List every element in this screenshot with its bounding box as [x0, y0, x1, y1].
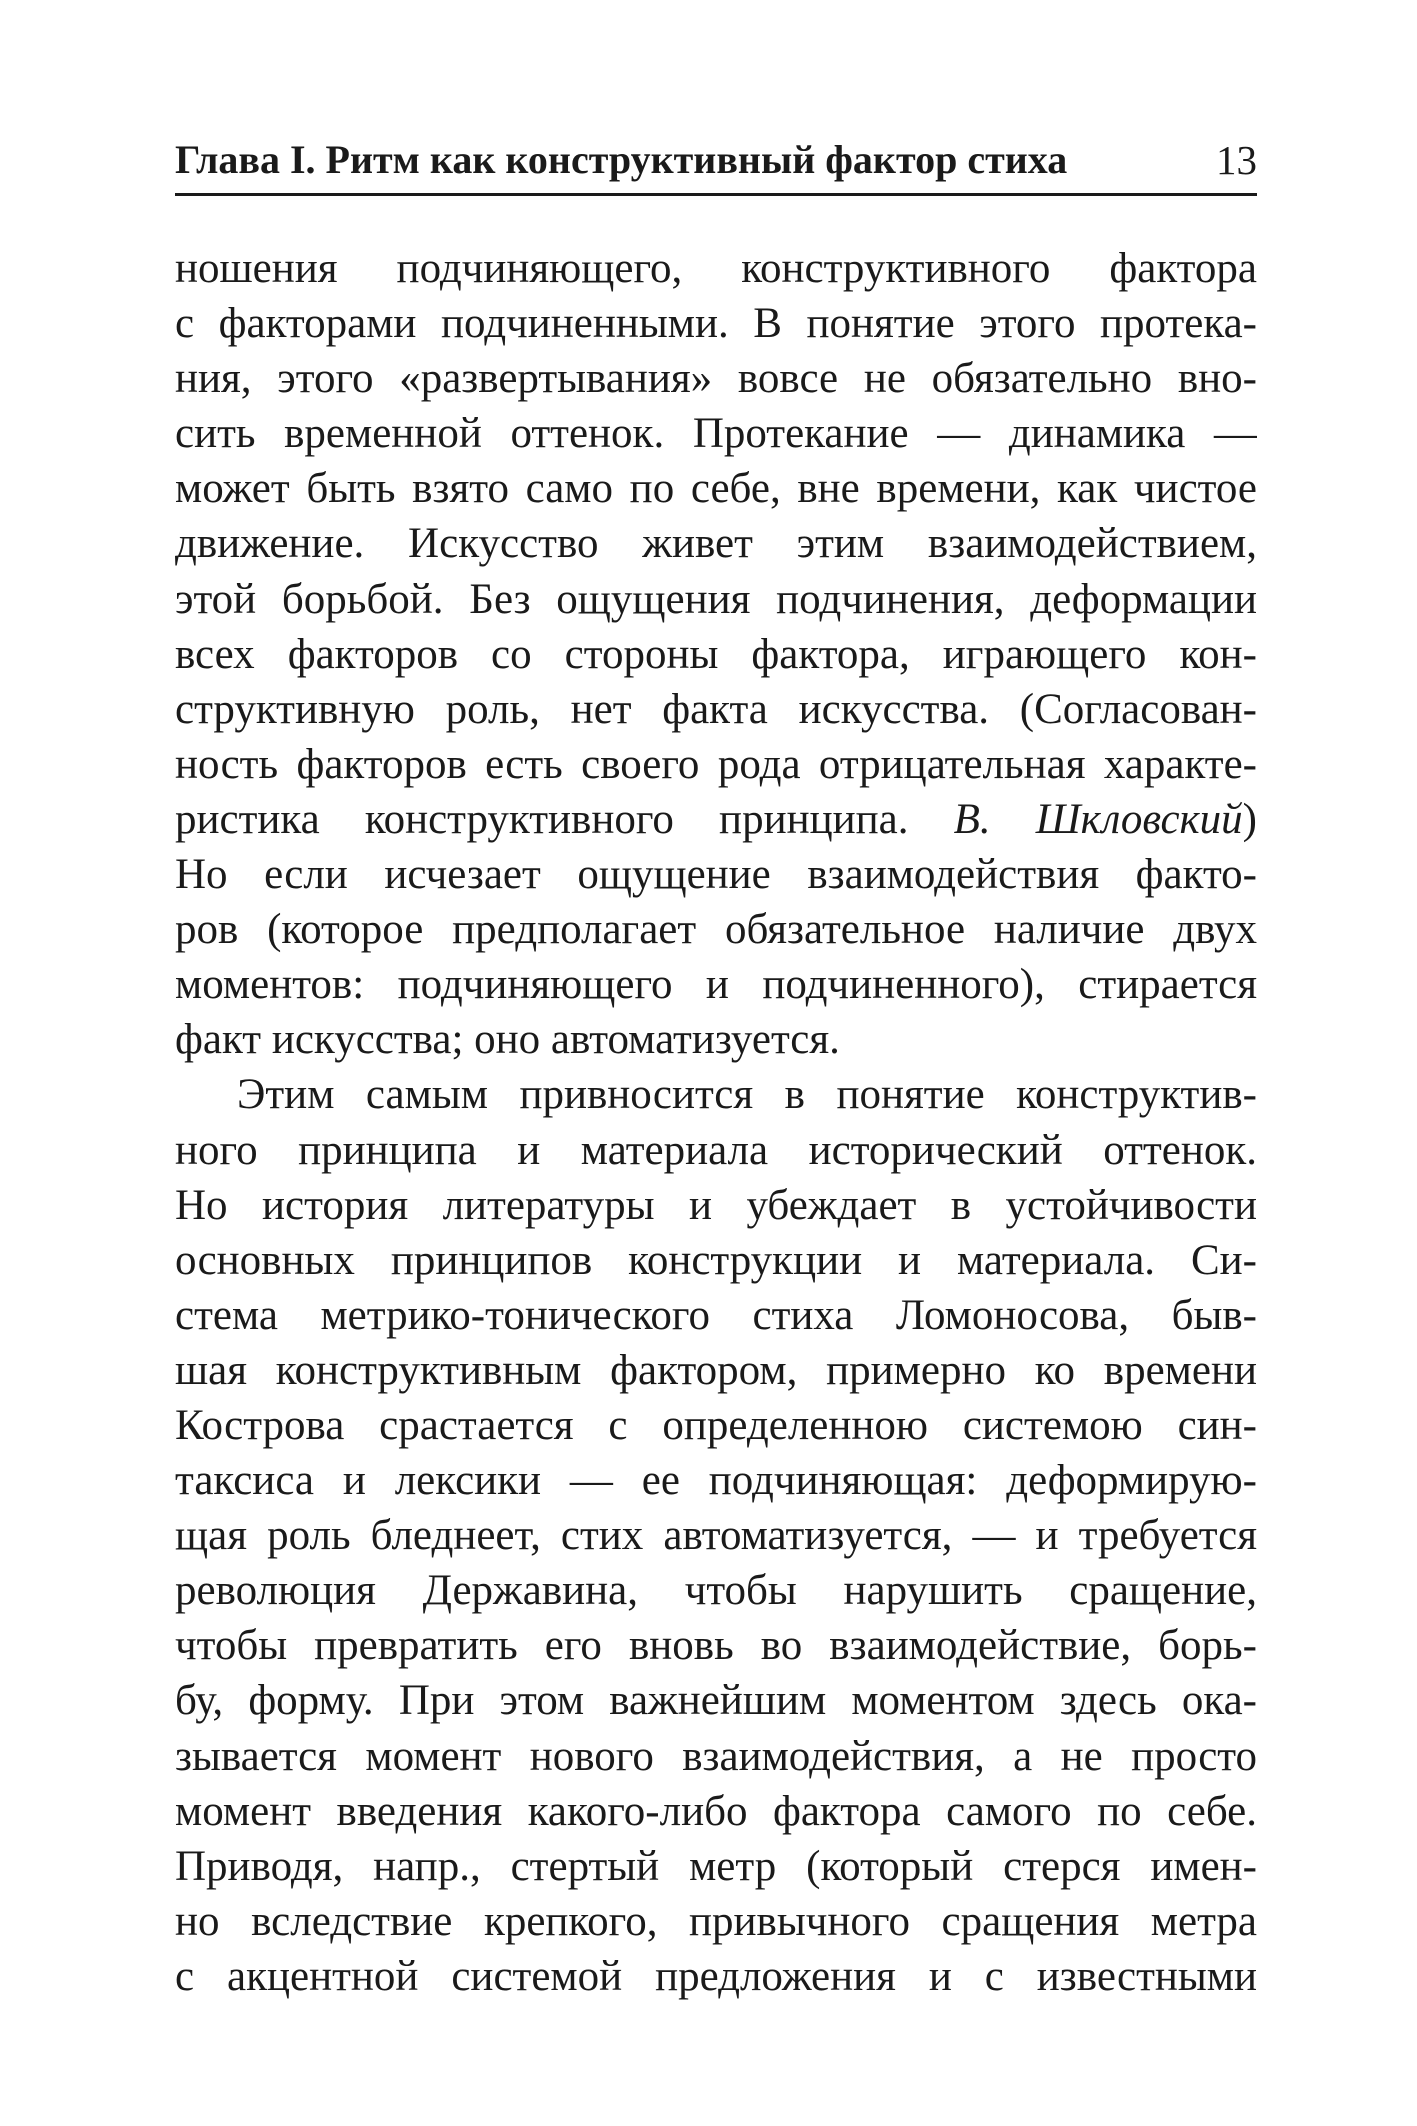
running-head — [175, 136, 1257, 196]
paragraph-1 — [175, 241, 1257, 1067]
text-line: ного принципа и материала исторический оттенок. — [175, 1126, 1257, 1174]
text-line: шая конструктивным фактором, примерно ко времени — [175, 1346, 1257, 1394]
text-line: может быть взято само по себе, вне времени, как чистое — [175, 465, 1257, 513]
text-line: момент введения какого-либо фактора самого по себе. — [175, 1787, 1257, 1835]
text-line: Кострова срастается с определенною системою син- — [175, 1401, 1257, 1449]
text-line: сить временной оттенок. Протекание — динамика — — [175, 410, 1257, 458]
text-line-with-attribution — [175, 792, 1257, 847]
text-line: щая роль бледнеет, стих автоматизуется, — и требуется — [175, 1512, 1257, 1560]
text-line: ношения подчиняющего, конструктивного фактора — [175, 245, 1257, 292]
text-line: Приводя, напр., стертый метр (который стерся имен- — [175, 1842, 1257, 1890]
running-title: Глава I. Ритм как конструктивный фактор стиха — [175, 137, 1068, 182]
text-line: чтобы превратить его вновь во взаимодействие, борь- — [175, 1622, 1257, 1670]
text-line: зывается момент нового взаимодействия, а не просто — [175, 1732, 1257, 1780]
text-line: Но история литературы и убеждает в устойчивости — [175, 1181, 1257, 1229]
closing-paren: ) — [1242, 795, 1257, 843]
text-line: всех факторов со стороны фактора, играющего кон- — [175, 630, 1257, 678]
text-line: таксиса и лексики — ее подчиняющая: деформирую- — [175, 1457, 1257, 1505]
text-line: структивную роль, нет факта искусства. (Согласован- — [175, 685, 1257, 733]
text-line: стема метрико-тонического стиха Ломоносова, быв- — [175, 1291, 1257, 1339]
text-line-last: факт искусства; оно автоматизуется. — [175, 1016, 840, 1064]
text-line: с акцентной системой предложения и с известными — [175, 1952, 1257, 2000]
text-line: основных принципов конструкции и материала. Си- — [175, 1236, 1257, 1284]
text-line: движение. Искусство живет этим взаимодействием, — [175, 520, 1257, 568]
text-line-first: Этим самым привносится в понятие конструктив- — [237, 1071, 1257, 1119]
author-name: В. Шкловский — [953, 795, 1243, 843]
body-text — [175, 241, 1257, 2004]
text-line: ров (которое предполагает обязательное наличие двух — [175, 906, 1257, 954]
text-line: с факторами подчиненными. В понятие этого протека- — [175, 300, 1257, 348]
text-line: бу, форму. При этом важнейшим моментом здесь ока- — [175, 1677, 1257, 1725]
text-line: но вследствие крепкого, привычного сращения метра — [175, 1897, 1257, 1945]
page-number: 13 — [1216, 137, 1257, 183]
text-line: ния, этого «развертывания» вовсе не обязательно вно- — [175, 355, 1257, 403]
text-line: ность факторов есть своего рода отрицательная характе- — [175, 740, 1257, 788]
attribution-lead: ристика конструктивного принципа. — [175, 795, 954, 843]
text-line: моментов: подчиняющего и подчиненного), стирается — [175, 961, 1257, 1009]
text-line: революция Державина, чтобы нарушить сращение, — [175, 1567, 1257, 1615]
text-line: Но если исчезает ощущение взаимодействия факто- — [175, 851, 1257, 899]
paragraph-2 — [175, 1067, 1257, 2004]
text-line: этой борьбой. Без ощущения подчинения, деформации — [175, 575, 1257, 623]
